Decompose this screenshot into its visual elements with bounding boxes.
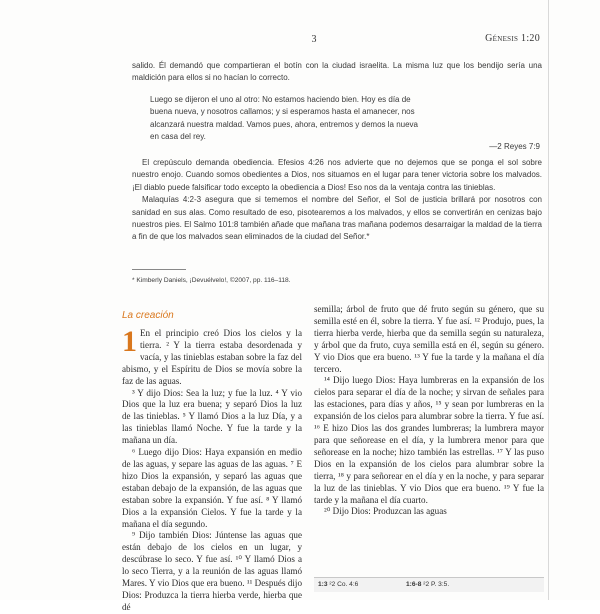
quote-line: en casa del rey.	[150, 132, 206, 142]
scripture-quote	[150, 94, 510, 144]
cross-reference-verse: 1:6-8	[406, 581, 422, 588]
chapter-number-dropcap: 1	[122, 325, 137, 358]
footnote: * Kimberly Daniels, ¡Devuélvelo!, ©2007, pp. 116–118.	[132, 277, 291, 284]
verse-paragraph: ²⁰ Dijo Dios: Produzcan las aguas	[324, 506, 447, 517]
verse-paragraph	[122, 325, 302, 388]
cross-reference-verse: 1:3	[318, 581, 328, 588]
commentary-intro	[132, 60, 542, 85]
cross-reference	[406, 581, 449, 588]
verse-paragraph: ⁹ Dijo también Dios: Júntense las aguas que están debajo de los cielos en un lugar, y descúbrase lo seco. Y fue así. ¹⁰ Y llamó Dios a lo seco Tierra, y a la reunión de las aguas llamó Mares. Y vio Dios que era bueno. ¹¹ Después dijo Dios: Produzca la tierra hierba verde, hierba que dé	[122, 530, 302, 612]
commentary-paragraph: Malaquías 4:2-3 asegura que si tememos el nombre del Señor, el Sol de justicia brillará por nosotros con sanidad en sus alas. Como resultado de eso, pisotearemos a los malvados, y ellos se convertirán en cenizas bajo nuestros pies. El Salmo 101:8 también añade que mañana tras mañana podemos desarraigar la maldad de la tierra a fin de que los malvados sean eliminados de la ciudad del Señor.*	[132, 195, 542, 242]
cross-reference-target: ²2 Co. 4:6	[329, 581, 359, 588]
quote-line: alcanzará nuestra maldad. Vamos pues, ahora, entremos y demos la nueva	[150, 119, 418, 129]
page-edge-rule	[548, 0, 549, 600]
quote-line: buena nueva, y nosotros callamos; y si esperamos hasta el amanecer, nos	[150, 107, 415, 117]
quote-source: —2 Reyes 7:9	[489, 142, 540, 151]
running-head	[440, 33, 540, 44]
cross-reference-target: ²2 P. 3:5.	[423, 581, 450, 588]
running-head-reference: 1:20	[521, 33, 540, 44]
commentary-paragraph: El crepúsculo demanda obediencia. Efesios 4:26 nos advierte que no dejemos que se ponga el sol sobre nuestro enojo. Cuando somos obedientes a Dios, nos situamos en el lugar para tener victoria sobre los malvados. ¡El diablo puede falsificar todo excepto la obediencia a Dios! Eso nos da la ventaja contra las tinieblas.	[132, 158, 542, 192]
section-title: La creación	[122, 310, 174, 321]
commentary-body	[132, 157, 542, 244]
verse-text: En el principio creó Dios los cielos y la tierra. ² Y la tierra estaba desordenada y vacía, y las tinieblas estaban sobre la faz del abismo, y el Espíritu de Dios se movía sobre la faz de las aguas.	[122, 328, 302, 386]
quote-line: Luego se dijeron el uno al otro: No estamos haciendo bien. Hoy es día de	[150, 95, 411, 104]
cross-reference-bar	[314, 577, 544, 592]
page-number: 3	[311, 34, 317, 45]
scripture-column-left	[122, 325, 302, 614]
verse-paragraph: ³ Y dijo Dios: Sea la luz; y fue la luz. ⁴ Y vio Dios que la luz era buena; y separó Dios la luz de las tinieblas. ⁵ Y llamó Dios a la luz Día, y a las tinieblas llamó Noche. Y fue la tarde y la mañana un día.	[122, 387, 302, 446]
cross-reference	[318, 581, 358, 588]
verse-paragraph: ¹⁴ Dijo luego Dios: Haya lumbreras en la expansión de los cielos para separar el día de la noche; y sirvan de señales para las estaciones, para días y años, ¹⁵ y sean por lumbreras en la expansión de los cielos para alumbrar sobre la tierra. Y fue así. ¹⁶ E hizo Dios las dos grandes lumbreras; la lumbrera mayor para que señorease en el día, y la lumbrera menor para que señorease en la noche; hizo también las estrellas. ¹⁷ Y las puso Dios en la expansión de los cielos para alumbrar sobre la tierra, ¹⁸ y para señorear en el día y en la noche, y para separar la luz de las tinieblas. Y vio Dios que era bueno. ¹⁹ Y fue la tarde y la mañana el día cuarto.	[314, 375, 544, 505]
verse-paragraph: semilla; árbol de fruto que dé fruto según su género, que su semilla esté en él, sobre la tierra. Y fue así. ¹² Produjo, pues, la tierra hierba verde, hierba que da semilla según su naturaleza, y árbol que da fruto, cuya semilla está en él, según su género. Y vio Dios que era bueno. ¹³ Y fue la tarde y la mañana el día tercero.	[314, 304, 544, 374]
verse-paragraph: ⁶ Luego dijo Dios: Haya expansión en medio de las aguas, y separe las aguas de las aguas. ⁷ E hizo Dios la expansión, y separó las aguas que estaban debajo de la expansión, de las aguas que estaban sobre la expansión. Y fue así. ⁸ Y llamó Dios a la expansión Cielos. Y fue la tarde y la mañana el día segundo.	[122, 447, 302, 529]
intro-paragraph: salido. Él demandó que compartieran el botín con la ciudad israelita. La misma luz que los bendijo sería una maldición para ellos si no hacían lo correcto.	[132, 61, 542, 83]
footnote-divider	[132, 269, 186, 270]
scripture-column-right	[314, 304, 544, 518]
running-head-book: Génesis	[485, 33, 519, 44]
